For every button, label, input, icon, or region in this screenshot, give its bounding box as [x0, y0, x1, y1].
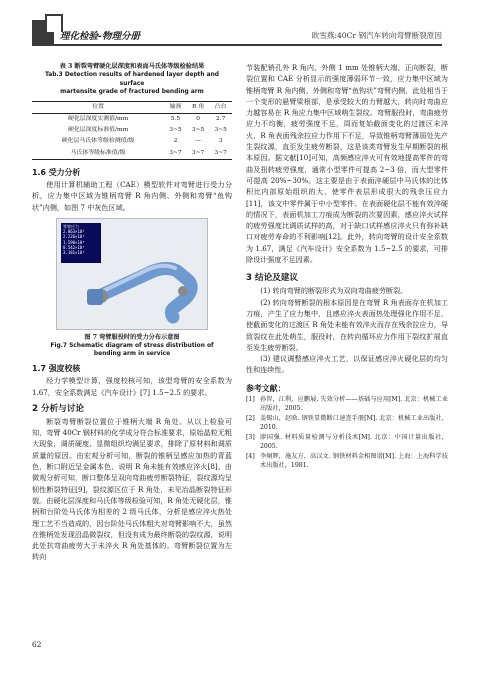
bending-arm-render — [57, 219, 207, 329]
reference-number: [3] — [246, 433, 255, 441]
reference-number: [4] — [246, 452, 255, 460]
table-cell: 3~5 — [214, 127, 227, 134]
table-caption-cn: 表 3 断裂弯臂硬化层深度和表面马氏体等级检验结果 — [59, 63, 205, 70]
figure-7-stress-diagram — [56, 218, 208, 330]
reference-item — [246, 433, 448, 452]
figure-7-caption-en-1: Fig.7 Schematic diagram of stress distribution of — [50, 342, 214, 349]
figure-7-caption-cn: 图 7 弯臂服役时的受力分布示意图 — [84, 333, 180, 341]
reference-item — [246, 395, 448, 414]
section-3-heading: 3 结论及建议 — [246, 273, 298, 284]
right-column — [246, 62, 448, 471]
table-cell: 3 — [218, 138, 223, 145]
table-cell: 3~7 — [214, 149, 227, 156]
references-heading: 参考文献： — [246, 383, 286, 393]
legend-value: 3.181×10⁸ — [63, 250, 85, 256]
reference-text: 姜锡山，赵晗. 钢铁显微断口速查手册[M]. 北京：机械工业出版社，2010. — [260, 414, 448, 432]
table-header-cell: R 角 — [191, 103, 205, 110]
header-rule — [32, 44, 442, 46]
table-header-cell: 凸台 — [214, 103, 227, 110]
conclusion-2: (2) 转向弯臂断裂的根本原因是在弯臂 R 角表面存在机加工刀痕，产生了应力集中，且感应淬火表面热处理强化作用不足，使截面变化的过渡区 R 角处未能有效淬火而存在残余拉应力，导致裂纹在此处萌生，服役时，在转向循环应力作用下裂纹扩展直至发生疲劳断裂。 — [246, 297, 448, 352]
reference-item — [246, 452, 448, 471]
journal-brand: 理化检验-物理分册 — [60, 31, 140, 42]
stress-region-hook — [178, 286, 188, 296]
legend-value: 0.542×10⁸ — [63, 245, 85, 251]
table-cell: 马氏体等级标准值/级 — [70, 149, 126, 156]
reference-text: 孙智，江利，应鹏展. 失效分析——基础与应用[M]. 北京：机械工业出版社，2005. — [260, 395, 448, 413]
table-cell: 5.5 — [170, 115, 181, 122]
arm-body — [97, 268, 191, 317]
table-cell: 硬化层深度标准值/mm — [67, 127, 129, 134]
running-head: 欧雪燕:40Cr 钢汽车转向弯臂断裂原因 — [311, 31, 442, 40]
table-cell: — — [195, 138, 202, 145]
legend-value: 2.863×10⁸ — [63, 229, 85, 235]
table-header-cell: 位置 — [92, 103, 104, 110]
table-header-cell: 轴颈 — [169, 103, 182, 110]
reference-text: 李炯辉，施友方，高汉文. 钢铁材料金相图谱[M]. 上海：上海科学技术出版社，1981. — [260, 452, 448, 470]
table-row — [32, 136, 232, 147]
table-cell: 3~5 — [191, 127, 205, 134]
table-caption-en-2: martensite grade of fractured bending arm — [60, 89, 204, 95]
table-cell: 硬化层马氏体等级检测值/级 — [61, 138, 135, 145]
table-cell: 2 — [173, 138, 178, 145]
table-row — [32, 125, 232, 136]
legend-value: 2.226×10⁸ — [63, 234, 85, 240]
reference-text: 廖国强. 材料质量检测与分析技术[M]. 北京：中国计量出版社，2005. — [260, 433, 448, 451]
section-1-7-paragraph: 经力学模型计算，强度校核可知，该型弯臂的安全系数为 1.67，安全系数满足《汽车设计》[7] 1.5~2.5 的要求。 — [32, 376, 232, 397]
reference-number: [1] — [246, 395, 255, 403]
table-cell: 3~5 — [169, 127, 182, 134]
table-cell: 3~7 — [191, 149, 205, 156]
figure-7-caption-en-2: bending arm in service — [93, 351, 171, 358]
table-row — [32, 113, 232, 125]
legend-value: 1.590×10⁸ — [63, 239, 85, 245]
legend-title: 等效应力 — [63, 223, 79, 229]
page-header — [0, 0, 480, 58]
table-cell: 3~7 — [169, 149, 182, 156]
section-1-6-paragraph: 使用计算机辅助工程（CAE）模型软件对弯臂进行受力分析，应力集中区域为锥柄弯臂 R 角内侧、外侧和弯臂“鱼钩状”内侧，如图 7 中灰色区域。 — [32, 179, 232, 212]
hardened-layer-table — [32, 101, 232, 160]
section-2-paragraph: 断裂弯臂断裂位置位于锥柄大端 R 角处。从以上检验可知，弯臂 40Cr 钢材料的化学成分符合标准要求，原始晶粒无粗大现象，调质硬度、显微组织均满足要求，排除了原材料和调质质量的原因。由宏观分析可知，断裂的锥柄呈感应加热的青蓝色，断口附近呈金属本色，说明 R 角未能有效感应淬火[8]。由微观分析可知，断口整体呈双向弯曲疲劳断裂特征，裂纹源均呈韧性断裂特征[9]，裂纹源区位于 R 角处，未见冶晶断裂特征形貌。由硬化层深度和马氏体等级检验可知，R 角处无硬化层，锥柄和台阶处马氏体为相差的 2 级马氏体，分析是感应淬火热处理工艺不当造成的，因台阶处马氏体粗大对弯臂影响不大，虽然在锥柄处发现沿晶微裂纹，但没有成为最终断裂的裂纹源，说明此处抗弯曲疲劳大于未淬火 R 角处基体的。弯臂断裂位置为左转向 — [32, 416, 232, 562]
arm-shaft-end — [87, 289, 103, 305]
table-row — [32, 148, 232, 160]
section-2-heading: 2 分析与讨论 — [32, 403, 84, 414]
conclusion-3: (3) 建议调整感应淬火工艺，以保证感应淬火硬化层的均匀性和连续性。 — [246, 354, 448, 375]
table-cell: 2.7 — [216, 115, 226, 122]
table-header-row — [32, 101, 232, 113]
conclusion-1: (1) 转向弯臂的断裂形式为双向弯曲疲劳断裂。 — [260, 286, 408, 296]
section-1-7-heading: 1.7 强度校核 — [32, 364, 81, 374]
reference-list — [246, 395, 448, 471]
reference-number: [2] — [246, 414, 255, 422]
table-cell: 硬化层深度实测值/mm — [67, 115, 129, 122]
table-cell: 0 — [196, 115, 200, 122]
table-caption-en-1: Tab.3 Detection results of hardened layer depth and surface — [44, 72, 220, 87]
reference-item — [246, 414, 448, 433]
page-number: 62 — [32, 640, 42, 649]
right-paragraph-1: 节装配销孔外 R 角内、外侧 1 mm 处锥柄大端、正向断裂，断裂位置和 CAE 分析显示的强度薄弱环节一致，应力集中区域为锥柄弯臂 R 角内侧、外侧和弯臂“鱼钩状”弯臂内侧，此处相当于一个变形的悬臂梁根部，是承受较大的力臂越大，转向时弯曲应力越容易在 R 角应力集中区域萌生裂纹。弯臂服役时，弯曲疲劳应力不均衡，疲劳强度不足，周而复始截面变化的过渡区未淬火，R 角表面残余拉应力作用下不足，导致锥柄弯臂薄弱处先产生裂纹源，直至发生疲劳断裂，这是该类弯臂发生早期断裂的根本原因。据文献[10]可知，高频感应淬火可有效地提高零件的弯曲及扭转疲劳强度，通常小型零件可提高 2~3 倍，而大型零件可提高 20%~30%。这主要是由于表面淬硬层中马氏体的比体积比内部原始组织的大，使零件表层形成很大的残余压应力[11]，该文中零件属于中小型零件。在表面硬化层不能有效淬硬的情况下，表面机加工刀痕成为断裂的次要因素，感应淬火试样的疲劳强度比调质试样的高，对于缺口试样感应淬火只有弥补缺口对疲劳寿命的不利影响[12]。此外，转向弯臂的设计安全系数为 1.67，满足《汽车设计》安全系数为 1.5~2.5 的要求，可排除设计强度不足因素。 — [246, 63, 448, 265]
left-column — [32, 62, 232, 563]
section-1-6-heading: 1.6 受力分析 — [32, 167, 81, 177]
